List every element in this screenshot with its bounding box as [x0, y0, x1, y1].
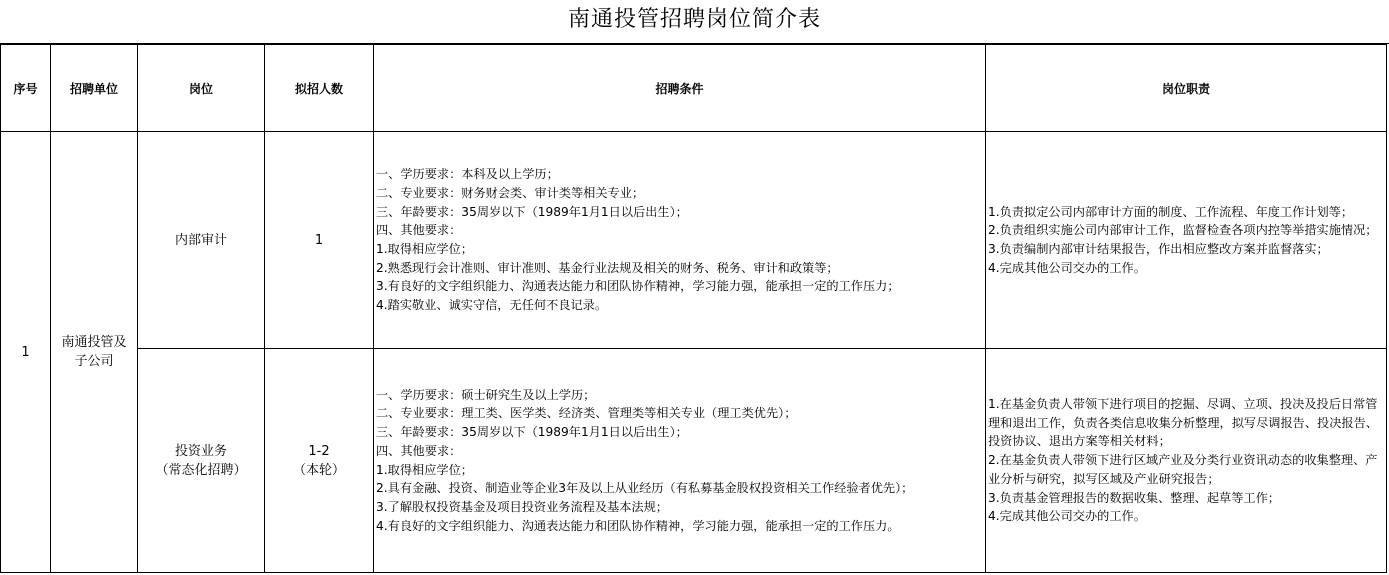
- position-line-2: （常态化招聘）: [155, 462, 247, 478]
- requirement-item: 三、年龄要求：35周岁以下（1989年1月1日以后出生）；: [376, 204, 688, 219]
- requirement-item: 1.取得相应学位；: [376, 462, 473, 477]
- count-line-2: （本轮）: [292, 462, 345, 478]
- duty-item: 1.负责拟定公司内部审计方面的制度、工作流程、年度工作计划等；: [988, 204, 1354, 219]
- duty-item: 2.在基金负责人带领下进行区域产业及分类行业资讯动态的收集整理、产业分析与研究，拟写区域及产业研究报告；: [988, 453, 1378, 486]
- position-cell: [138, 349, 265, 573]
- duty-item: 1.在基金负责人带领下进行项目的挖掘、尽调、立项、投决及投后日常管理和退出工作，负责各类信息收集分析整理，拟写尽调报告、投决报告、投资协议、退出方案等相关材料；: [988, 397, 1378, 449]
- table-row: [1, 132, 1387, 349]
- count-line-1: 1: [314, 232, 324, 248]
- duty-item: 4.完成其他公司交办的工作。: [988, 260, 1146, 275]
- requirement-item: 2.熟悉现行会计准则、审计准则、基金行业法规及相关的财务、税务、审计和政策等；: [376, 260, 839, 275]
- requirement-item: 4.踏实敬业、诚实守信，无任何不良记录。: [376, 298, 608, 313]
- header-unit: 招聘单位: [51, 45, 138, 132]
- requirements-cell: [374, 132, 986, 349]
- requirement-item: 一、学历要求：硕士研究生及以上学历；: [376, 387, 596, 402]
- requirement-item: 3.了解股权投资基金及项目投资业务流程及基本法规；: [376, 499, 668, 514]
- duties-cell: [986, 132, 1387, 349]
- requirement-item: 二、专业要求：财务财会类、审计类等相关专业；: [376, 185, 645, 200]
- duty-item: 3.负责基金管理报告的数据收集、整理、起草等工作；: [988, 490, 1280, 505]
- count-line-1: 1-2: [308, 443, 330, 459]
- requirement-item: 3.有良好的文字组织能力、沟通表达能力和团队协作精神，学习能力强，能承担一定的工作压力；: [376, 279, 900, 294]
- page-title: 南通投管招聘岗位简介表: [0, 0, 1389, 44]
- header-requirements: 招聘条件: [374, 45, 986, 132]
- requirement-item: 2.具有金融、投资、制造业等企业3年及以上从业经历（有私募基金股权投资相关工作经验者优先）；: [376, 481, 914, 496]
- recruitment-table: [0, 44, 1387, 573]
- duties-cell: [986, 349, 1387, 573]
- table-header-row: [1, 45, 1387, 132]
- header-position: 岗位: [138, 45, 265, 132]
- count-cell: [265, 132, 374, 349]
- duty-item: 2.负责组织实施公司内部审计工作，监督检查各项内控等举措实施情况；: [988, 223, 1378, 238]
- header-seq: 序号: [1, 45, 51, 132]
- requirement-item: 四、其他要求：: [376, 443, 462, 458]
- header-duties: 岗位职责: [986, 45, 1387, 132]
- count-cell: [265, 349, 374, 573]
- position-cell: [138, 132, 265, 349]
- requirements-cell: [374, 349, 986, 573]
- seq-value: 1: [21, 344, 30, 360]
- header-count: 拟招人数: [265, 45, 374, 132]
- unit-cell: [51, 132, 138, 573]
- duty-item: 3.负责编制内部审计结果报告，作出相应整改方案并监督落实；: [988, 242, 1329, 256]
- position-line-1: 内部审计: [174, 232, 227, 248]
- duty-item: 4.完成其他公司交办的工作。: [988, 509, 1146, 524]
- requirement-item: 一、学历要求：本科及以上学历；: [376, 167, 559, 182]
- requirement-item: 三、年龄要求：35周岁以下（1989年1月1日以后出生）；: [376, 425, 688, 440]
- position-line-1: 投资业务: [174, 443, 227, 459]
- unit-line-1: 南通投管及: [61, 335, 127, 350]
- unit-line-2: 子公司: [74, 354, 114, 369]
- requirement-item: 二、专业要求：理工类、医学类、经济类、管理类等相关专业（理工类优先）；: [376, 406, 797, 421]
- table-row: [1, 349, 1387, 573]
- seq-cell: [1, 132, 51, 573]
- requirement-item: 四、其他要求：: [376, 223, 462, 238]
- requirement-item: 4.有良好的文字组织能力、沟通表达能力和团队协作精神，学习能力强，能承担一定的工作压力。: [376, 518, 900, 533]
- requirement-item: 1.取得相应学位；: [376, 242, 473, 256]
